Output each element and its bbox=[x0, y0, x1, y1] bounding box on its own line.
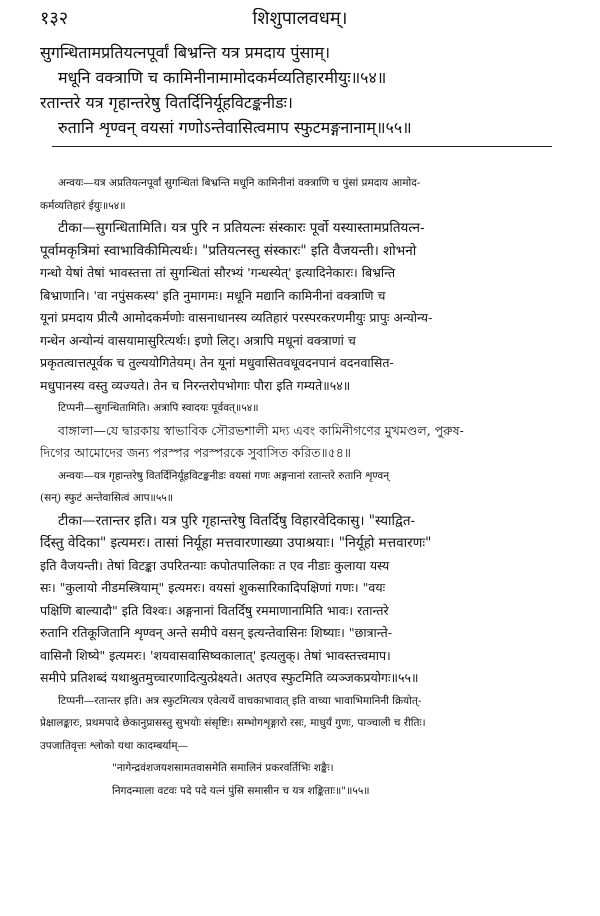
commentary-line: দিগের আমোদের জন্য পরস্পর পরস্পরকে সুবাসিত করিত॥৫৪॥ bbox=[40, 445, 351, 460]
commentary-line: (सन्) स्फुटं अन्तेवासित्वं आप॥५५॥ bbox=[40, 492, 174, 504]
commentary-line: प्रेक्षालङ्कारः, प्रथमपादे छेकानुप्रासस्तु सुभयोः संसृष्टिः। सम्भोगशृङ्गारो रसः, माधुर्यं गुणः, पाञ्चाली च रीतिः। bbox=[40, 717, 426, 729]
commentary-line: गन्धेन अन्योन्यं वासयामासुरित्यर्थः। इणो लिट्। अत्रापि मधूनां वक्त्राणां च bbox=[40, 332, 356, 348]
running-title: शिशुपालवधम्। bbox=[252, 8, 348, 29]
commentary-line: पक्षिणि बाल्यादौ" इति विश्वः। अङ्गनानां वितर्दिषु रममाणानामिति भावः। रतान्तरे bbox=[40, 602, 389, 618]
commentary-line: बिभ्राणानि। 'वा नपुंसकस्य' इति नुमागमः। मधूनि मद्यानि कामिनीनां वक्त्राणि च bbox=[40, 287, 386, 303]
commentary-line: अन्वयः—यत्र गृहान्तरेषु वितर्दिनिर्यूहविटङ्कनीडः वयसां गणः अङ्गनानां रतान्तरे रुतानि शृण्वन् bbox=[58, 469, 390, 482]
commentary-line: বাঙ্গালা—যে দ্বারকায় স্বাভাবিক সৌরভশালী মদ্য এবং কামিনীগণের মুখমণ্ডল, পুরুষ- bbox=[58, 422, 464, 438]
horizontal-rule bbox=[52, 146, 552, 147]
commentary-line: टिप्पनी—रतान्तर इति। अत्र स्फुटमित्यत्र एवेत्यर्थे वाचकाभावात् इति वाच्या भावाभिमानिनी क्रियोत्- bbox=[58, 694, 422, 707]
commentary-line: टीका—सुगन्धितामिति। यत्र पुरि न प्रतियत्नः संस्कारः पूर्वो यस्यास्तामप्रतियत्न- bbox=[58, 220, 425, 236]
commentary-line: "नागेन्द्रवंशजयशसामतवासमेति समालिनं प्रकरवर्तिभिः शङ्कैः। bbox=[112, 762, 334, 774]
commentary-line: कर्मव्यतिहारं ईयुः॥५४॥ bbox=[40, 199, 126, 212]
commentary-line: उपजातिवृत्तः श्लोको यथा कादम्बर्याम्— bbox=[40, 739, 188, 752]
verse-line: सुगन्धितामप्रतियत्नपूर्वां बिभ्रन्ति यत्र प्रमदाय पुंसाम्। bbox=[40, 43, 331, 62]
commentary-line: अन्वयः—यत्र अप्रतियत्नपूर्वां सुगन्धितां बिभ्रन्ति मधूनि कामिनीनां वक्त्राणि च पुंसां प्रमदाय आमोद- bbox=[58, 177, 421, 189]
page-number: १३२ bbox=[40, 8, 69, 29]
commentary-line: यूनां प्रमदाय प्रीत्यै आमोदकर्मणोः वासनाधानस्य व्यतिहारं परस्परकरणमीयुः प्रापुः अन्योन्य- bbox=[40, 310, 433, 325]
commentary-line: पूर्वामकृत्रिमां स्वाभाविकीमित्यर्थः। "प्रतियत्नस्तु संस्कारः" इति वैजयन्ती। शोभनो bbox=[40, 242, 417, 259]
commentary-line: वासिनौ शिष्ये" इत्यमरः। 'शयवासवासिष्वकालात्' इत्यलुक्। तेषां भावस्तत्त्वमाप। bbox=[40, 647, 391, 663]
commentary-line: र्दिस्तु वेदिका" इत्यमरः। तासां निर्यूहा मत्तवारणाख्या उपाश्रयाः। "निर्यूहो मत्तवारणः" bbox=[40, 535, 432, 551]
commentary-line: टीका—रतान्तर इति। यत्र पुरि गृहान्तरेषु वितर्दिषु विहारवेदिकासु। "स्याद्वित- bbox=[58, 512, 416, 529]
commentary-line: इति वैजयन्ती। तेषां विटङ्का उपरितन्याः कपोतपालिकाः त एव नीडाः कुलाया यस्य bbox=[40, 557, 390, 573]
commentary-line: सः। "कुलायो नीडमस्त्रियाम्" इत्यमरः। वयसां शुकसारिकादिपक्षिणां गणः। "वयः bbox=[40, 580, 386, 595]
verse-line: रतान्तरे यत्र गृहान्तरेषु वितर्दिनिर्यूहविटङ्कनीडः। bbox=[40, 93, 293, 112]
verse-line: मधूनि वक्त्राणि च कामिनीनामामोदकर्मव्यतिहारमीयुः॥५४॥ bbox=[58, 68, 387, 87]
verse-line: रुतानि शृण्वन् वयसां गणोऽन्तेवासित्वमाप स्फुटमङ्गनानाम्॥५५॥ bbox=[58, 118, 412, 137]
commentary-line: निगदन्माला वटवः पदे पदे यत्नं पुंसि समासीन च यत्र शङ्किताः॥"॥५५॥ bbox=[112, 784, 370, 797]
commentary-block bbox=[40, 172, 560, 802]
commentary-line: प्रकृतत्वात्तत्पूर्वक च तुल्ययोगितेयम्। तेन यूनां मधुवासितवधूवदनपानं वदनवासित- bbox=[40, 355, 394, 370]
page-header bbox=[40, 6, 560, 32]
commentary-line: रुतानि रतिकूजितानि शृण्वन् अन्ते समीपे वसन् इत्यन्तेवासिनः शिष्याः। "छात्रान्ते- bbox=[40, 625, 392, 640]
verse-block bbox=[40, 40, 560, 140]
commentary-line: समीपे प्रतिशब्दं यथाश्रुतमुच्चारणादित्युत्प्रेक्ष्यते। अतएव स्फुटमिति व्यञ्जकप्रयोगः॥५५॥ bbox=[40, 670, 419, 685]
commentary-line: गन्धो येषां तेषां भावस्तत्ता तां सुगन्धितां सौरभ्यं 'गन्धस्येत्' इत्यादिनेकारः। बिभ्रन्ति bbox=[40, 265, 396, 280]
commentary-line: मधुपानस्य वस्तु व्यज्यते। तेन च निरन्तरोपभोगाः पौरा इति गम्यते॥५४॥ bbox=[40, 377, 351, 393]
commentary-line: टिप्पनी—सुगन्धितामिति। अत्रापि स्वादयः पूर्ववत्॥५४॥ bbox=[58, 402, 259, 414]
